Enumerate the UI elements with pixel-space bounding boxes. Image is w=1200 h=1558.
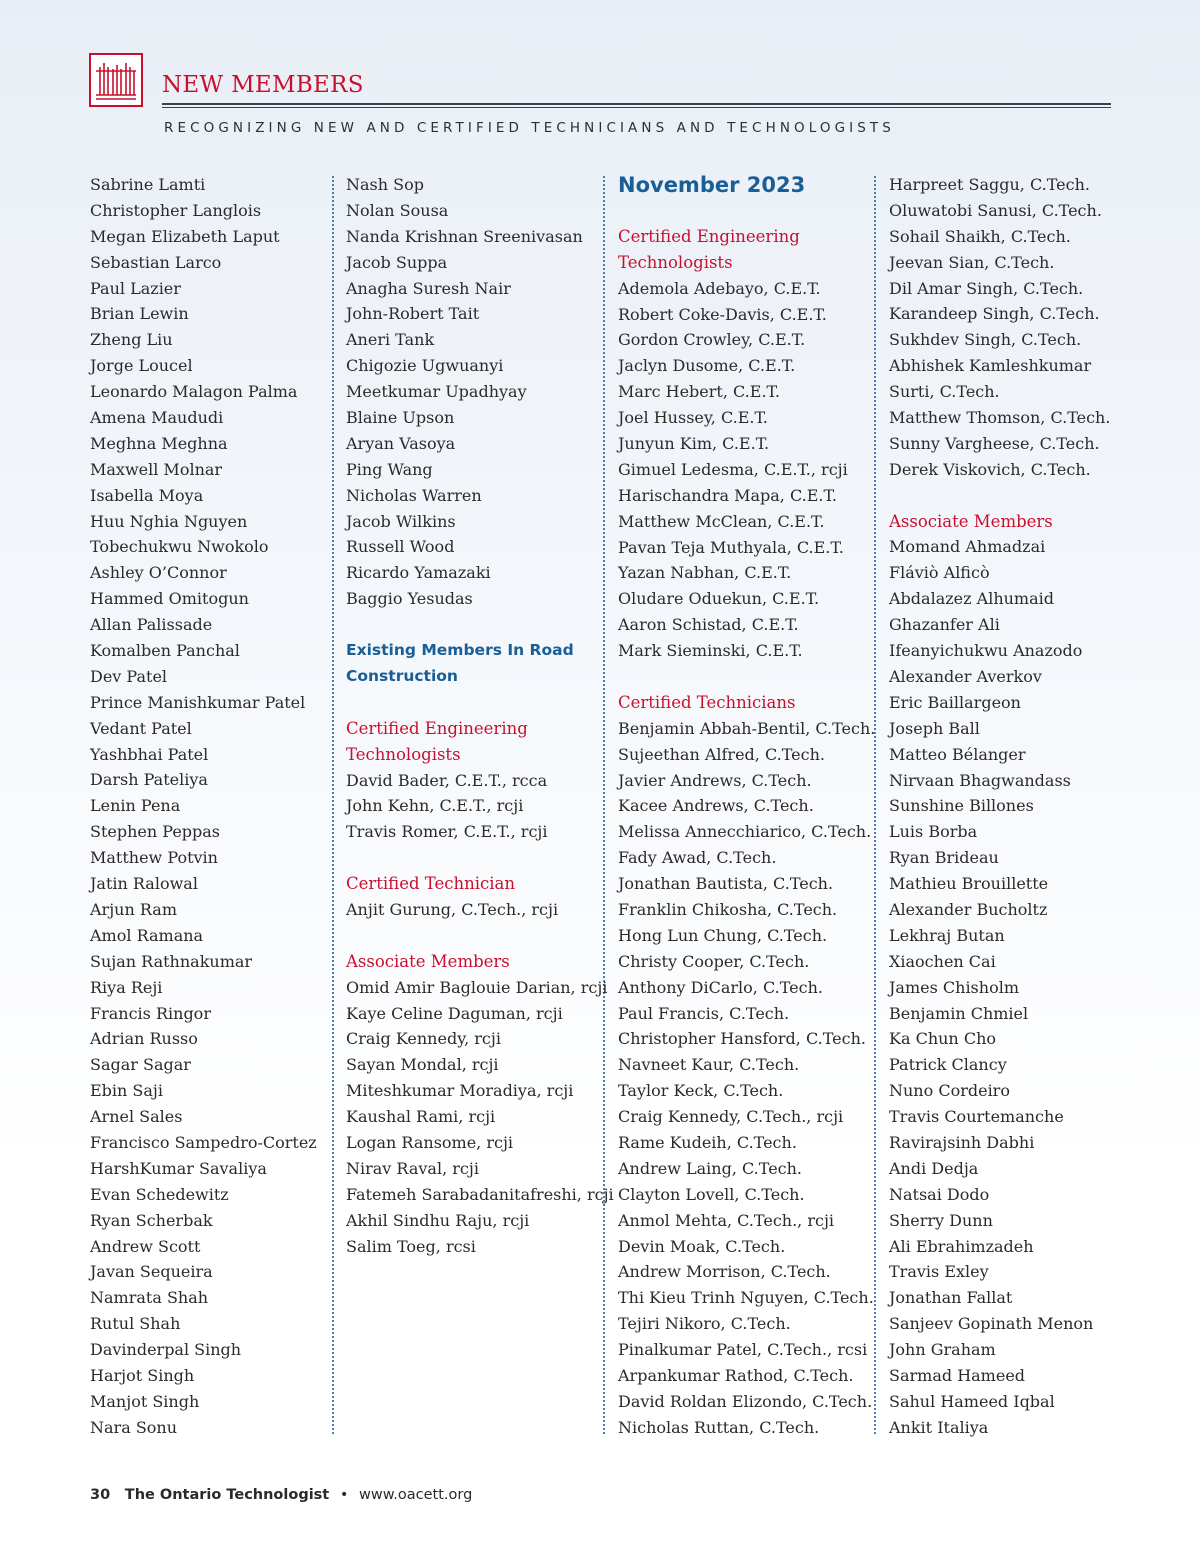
section-heading-line: Existing Members In Road	[346, 641, 574, 660]
member-name: Anagha Suresh Nair	[346, 278, 511, 298]
member-name: Ravirajsinh Dabhi	[889, 1132, 1035, 1152]
member-name: Russell Wood	[346, 537, 455, 557]
member-name: Craig Kennedy, rcji	[346, 1029, 501, 1049]
member-name: Dev Patel	[90, 666, 168, 686]
member-name: Oludare Oduekun, C.E.T.	[618, 589, 820, 609]
member-name: Mathieu Brouillette	[889, 874, 1049, 894]
member-name: Jonathan Fallat	[889, 1288, 1013, 1308]
member-name: Aneri Tank	[346, 330, 435, 350]
member-list	[90, 172, 330, 1441]
member-name: Francisco Sampedro-Cortez	[90, 1132, 317, 1152]
member-name: Stephen Peppas	[90, 822, 221, 842]
member-name: Derek Viskovich, C.Tech.	[889, 459, 1091, 479]
month-heading: November 2023	[618, 173, 806, 197]
member-name: John Kehn, C.E.T., rcji	[346, 796, 524, 816]
member-name: Ghazanfer Ali	[889, 615, 1000, 635]
member-name: Blaine Upson	[346, 408, 455, 428]
column-2	[346, 172, 614, 1260]
member-name: Fláviò Alficò	[889, 563, 990, 583]
member-name: Javan Sequeira	[90, 1262, 213, 1282]
member-name: Ebin Saji	[90, 1081, 164, 1101]
member-name: Allan Palissade	[90, 615, 213, 635]
member-name: Joel Hussey, C.E.T.	[618, 408, 768, 428]
member-name: Matthew McClean, C.E.T.	[618, 511, 825, 531]
member-name: Nicholas Ruttan, C.Tech.	[618, 1417, 820, 1437]
member-name: Nuno Cordeiro	[889, 1081, 1010, 1101]
member-name: Hong Lun Chung, C.Tech.	[618, 925, 828, 945]
member-name: Tejiri Nikoro, C.Tech.	[618, 1314, 791, 1334]
member-name: Chigozie Ugwuanyi	[346, 356, 504, 376]
member-name: Nash Sop	[346, 175, 424, 194]
member-name: Ali Ebrahimzadeh	[889, 1236, 1034, 1256]
member-name: Dil Amar Singh, C.Tech.	[889, 278, 1084, 298]
member-name: Matthew Thomson, C.Tech.	[889, 408, 1111, 428]
member-name: Sebastian Larco	[90, 252, 222, 272]
member-name: Andi Dedja	[889, 1158, 979, 1178]
member-name: Ryan Scherbak	[90, 1210, 213, 1230]
section-heading-ct: Certified Technician	[346, 874, 516, 894]
member-name: Franklin Chikosha, C.Tech.	[618, 900, 838, 919]
logo-mark-icon	[91, 55, 141, 105]
member-name: Travis Exley	[889, 1262, 989, 1282]
associate-list	[346, 975, 614, 1260]
member-name: Christopher Langlois	[90, 200, 262, 220]
member-name: Anmol Mehta, C.Tech., rcji	[618, 1210, 835, 1230]
member-name: Taylor Keck, C.Tech.	[618, 1081, 784, 1101]
header-rule-thick	[162, 103, 1111, 105]
ct-list	[346, 897, 604, 923]
member-name: Nirav Raval, rcji	[346, 1158, 479, 1178]
member-name: Amol Ramana	[90, 925, 204, 945]
section-heading-line: Technologists	[346, 744, 461, 764]
member-name: Leonardo Malagon Palma	[90, 382, 298, 402]
member-name: Sanjeev Gopinath Menon	[889, 1314, 1094, 1334]
member-name: Ryan Brideau	[889, 848, 999, 868]
page-subtitle: RECOGNIZING NEW AND CERTIFIED TECHNICIANS AND TECHNOLOGISTS	[164, 120, 895, 136]
member-name: Akhil Sindhu Raju, rcji	[346, 1210, 530, 1230]
member-name: Amena Maududi	[90, 408, 224, 428]
member-name: James Chisholm	[889, 977, 1019, 997]
member-name: Andrew Morrison, C.Tech.	[618, 1262, 831, 1282]
member-name: Sabrine Lamti	[90, 175, 206, 194]
member-name: Paul Francis, C.Tech.	[618, 1003, 790, 1023]
member-name: Meghna Meghna	[90, 433, 228, 453]
member-name: Jorge Loucel	[90, 356, 193, 376]
member-name: Zheng Liu	[90, 330, 173, 350]
page-title: NEW MEMBERS	[162, 72, 364, 98]
member-name: Ping Wang	[346, 459, 433, 479]
section-heading-cet	[618, 224, 876, 276]
member-name: Andrew Scott	[90, 1236, 201, 1256]
column-divider	[332, 176, 334, 1434]
associate-list	[889, 534, 1129, 1440]
member-name: Yashbhai Patel	[90, 744, 209, 764]
member-name: Robert Coke-Davis, C.E.T.	[618, 304, 827, 324]
member-name: Matteo Bélanger	[889, 744, 1026, 764]
member-name: Navneet Kaur, C.Tech.	[618, 1055, 800, 1075]
member-name: Sukhdev Singh, C.Tech.	[889, 330, 1082, 350]
member-name: Sujan Rathnakumar	[90, 951, 253, 971]
member-name: Darsh Pateliya	[90, 770, 208, 790]
member-name: Isabella Moya	[90, 485, 204, 505]
member-name: Eric Baillargeon	[889, 692, 1021, 712]
page-footer	[90, 1487, 472, 1503]
member-name: Thi Kieu Trinh Nguyen, C.Tech.	[618, 1288, 874, 1308]
member-name: Natsai Dodo	[889, 1184, 990, 1204]
member-name: Lenin Pena	[90, 796, 181, 816]
member-name: Hammed Omitogun	[90, 589, 249, 609]
website-link[interactable]: www.oacett.org	[359, 1487, 473, 1503]
member-name: Devin Moak, C.Tech.	[618, 1236, 786, 1256]
member-name: Javier Andrews, C.Tech.	[618, 770, 812, 790]
oacett-logo	[89, 53, 143, 107]
cet-list	[618, 276, 876, 664]
page-number: 30	[90, 1487, 111, 1503]
member-name: Miteshkumar Moradiya, rcji	[346, 1081, 574, 1101]
member-name: Davinderpal Singh	[90, 1340, 242, 1360]
section-heading-line: Certified Engineering	[346, 718, 528, 738]
member-name: Sherry Dunn	[889, 1210, 993, 1230]
cet-list	[346, 768, 604, 846]
member-name: David Roldan Elizondo, C.Tech.	[618, 1391, 873, 1411]
member-name: Luis Borba	[889, 822, 978, 842]
member-name: Evan Schedewitz	[90, 1184, 229, 1204]
member-name: Christy Cooper, C.Tech.	[618, 951, 810, 971]
member-name: Sahul Hameed Iqbal	[889, 1391, 1055, 1411]
member-name: Harjot Singh	[90, 1365, 195, 1385]
footer-separator: •	[339, 1487, 349, 1503]
member-name: Sujeethan Alfred, C.Tech.	[618, 744, 825, 764]
member-name: Harischandra Mapa, C.E.T.	[618, 485, 837, 505]
member-name: Alexander Bucholtz	[889, 899, 1048, 919]
member-name: Nirvaan Bhagwandass	[889, 770, 1071, 790]
column-3	[618, 172, 876, 1441]
member-name: Manjot Singh	[90, 1391, 200, 1411]
member-name: Sayan Mondal, rcji	[346, 1055, 499, 1075]
member-name: Oluwatobi Sanusi, C.Tech.	[889, 200, 1102, 220]
member-name: Anthony DiCarlo, C.Tech.	[618, 977, 823, 997]
member-name: Momand Ahmadzai	[889, 537, 1046, 557]
member-name: Sunshine Billones	[889, 796, 1034, 816]
ct-list	[618, 716, 876, 1441]
member-name: Benjamin Chmiel	[889, 1003, 1029, 1023]
member-name: Rame Kudeih, C.Tech.	[618, 1133, 797, 1153]
member-name: Nolan Sousa	[346, 200, 449, 220]
member-name: Gimuel Ledesma, C.E.T., rcji	[618, 459, 848, 479]
section-heading-cet	[346, 716, 604, 768]
member-name: Ashley O’Connor	[90, 563, 227, 583]
member-name: Ka Chun Cho	[889, 1029, 996, 1049]
member-name: Marc Hebert, C.E.T.	[618, 382, 780, 402]
member-name: Fatemeh Sarabadanitafreshi, rcji	[346, 1184, 614, 1204]
member-name: Nara Sonu	[90, 1417, 178, 1437]
member-name: Karandeep Singh, C.Tech.	[889, 304, 1100, 324]
member-name: Yazan Nabhan, C.E.T.	[618, 563, 792, 583]
member-name: Sagar Sagar	[90, 1055, 191, 1075]
member-name: Christopher Hansford, C.Tech.	[618, 1029, 866, 1049]
member-name: Meetkumar Upadhyay	[346, 382, 527, 402]
member-name: Tobechukwu Nwokolo	[90, 537, 269, 557]
member-name: Baggio Yesudas	[346, 589, 473, 609]
member-name: Abdalazez Alhumaid	[889, 589, 1054, 609]
member-name: Ankit Italiya	[889, 1417, 989, 1437]
member-name: Fady Awad, C.Tech.	[618, 848, 777, 868]
member-name: Patrick Clancy	[889, 1055, 1007, 1075]
member-name: Sunny Vargheese, C.Tech.	[889, 433, 1100, 453]
member-name: Lekhraj Butan	[889, 925, 1005, 945]
member-name: Joseph Ball	[889, 718, 980, 738]
member-name: Aryan Vasoya	[346, 433, 456, 453]
member-name: Clayton Lovell, C.Tech.	[618, 1184, 805, 1204]
member-name: Sohail Shaikh, C.Tech.	[889, 226, 1071, 246]
member-name: Kacee Andrews, C.Tech.	[618, 796, 814, 816]
member-name: Jaclyn Dusome, C.E.T.	[618, 356, 796, 376]
member-name: Matthew Potvin	[90, 848, 218, 868]
section-heading-associate: Associate Members	[346, 951, 510, 971]
member-name: Alexander Averkov	[889, 666, 1042, 686]
member-name: Abhishek Kamleshkumar	[889, 356, 1092, 376]
member-name: Harpreet Saggu, C.Tech.	[889, 175, 1090, 194]
member-name: Surti, C.Tech.	[889, 382, 1000, 402]
member-name: Andrew Laing, C.Tech.	[618, 1158, 803, 1178]
column-4	[889, 172, 1129, 1441]
member-name: Nicholas Warren	[346, 485, 482, 505]
member-name: Brian Lewin	[90, 304, 189, 324]
member-name: Jatin Ralowal	[90, 874, 198, 894]
member-name: HarshKumar Savaliya	[90, 1158, 267, 1178]
member-name: Kaushal Rami, rcji	[346, 1107, 496, 1127]
member-name: Paul Lazier	[90, 278, 181, 298]
section-heading-line: Certified Engineering	[618, 226, 800, 246]
member-name: Aaron Schistad, C.E.T.	[618, 615, 799, 635]
publication-name: The Ontario Technologist	[124, 1487, 330, 1503]
member-name: Omid Amir Baglouie Darian, rcji	[346, 977, 608, 997]
member-name: Huu Nghia Nguyen	[90, 511, 248, 531]
member-name: Pinalkumar Patel, C.Tech., rcsi	[618, 1340, 868, 1360]
member-name: Jeevan Sian, C.Tech.	[889, 252, 1055, 272]
member-name: Pavan Teja Muthyala, C.E.T.	[618, 537, 844, 557]
member-name: Vedant Patel	[90, 718, 192, 738]
header-rule-thin	[162, 107, 1111, 108]
column-1	[90, 172, 330, 1441]
member-name: Nanda Krishnan Sreenivasan	[346, 226, 583, 246]
member-list	[346, 172, 604, 612]
member-name: Prince Manishkumar Patel	[90, 692, 306, 712]
member-name: Craig Kennedy, C.Tech., rcji	[618, 1107, 844, 1127]
member-name: Junyun Kim, C.E.T.	[618, 433, 770, 453]
member-name: Ricardo Yamazaki	[346, 563, 491, 583]
member-name: Melissa Annecchiarico, C.Tech.	[618, 822, 872, 842]
member-name: John-Robert Tait	[346, 304, 480, 324]
section-heading-associate: Associate Members	[889, 511, 1053, 531]
member-name: Anjit Gurung, C.Tech., rcji	[346, 900, 559, 920]
member-name: Arnel Sales	[90, 1107, 183, 1127]
member-name: Jacob Wilkins	[346, 511, 456, 531]
member-name: Arpankumar Rathod, C.Tech.	[618, 1366, 854, 1386]
member-name: Ademola Adebayo, C.E.T.	[618, 278, 821, 298]
member-name: Travis Courtemanche	[889, 1107, 1064, 1127]
member-name: Ifeanyichukwu Anazodo	[889, 641, 1083, 661]
ct-list-continued	[889, 172, 1129, 483]
member-name: Kaye Celine Daguman, rcji	[346, 1003, 563, 1023]
member-name: Benjamin Abbah-Bentil, C.Tech.	[618, 718, 876, 738]
section-heading-line: Construction	[346, 666, 458, 685]
member-name: Rutul Shah	[90, 1314, 181, 1334]
member-name: Jonathan Bautista, C.Tech.	[618, 874, 834, 894]
member-name: Gordon Crowley, C.E.T.	[618, 330, 806, 350]
member-name: Adrian Russo	[90, 1029, 198, 1049]
member-name: Logan Ransome, rcji	[346, 1133, 514, 1153]
member-name: Riya Reji	[90, 977, 163, 997]
section-heading-road-construction	[346, 638, 604, 690]
section-heading-line: Technologists	[618, 252, 733, 272]
member-name: Francis Ringor	[90, 1003, 211, 1023]
member-name: Namrata Shah	[90, 1288, 209, 1308]
member-name: Komalben Panchal	[90, 641, 240, 661]
member-name: John Graham	[889, 1340, 996, 1360]
member-name: Salim Toeg, rcsi	[346, 1236, 476, 1256]
member-name: Maxwell Molnar	[90, 459, 223, 479]
member-name: Megan Elizabeth Laput	[90, 226, 280, 246]
member-name: Jacob Suppa	[346, 252, 448, 272]
member-name: David Bader, C.E.T., rcca	[346, 770, 548, 790]
member-name: Xiaochen Cai	[889, 951, 996, 971]
member-name: Travis Romer, C.E.T., rcji	[346, 822, 548, 842]
section-heading-ct: Certified Technicians	[618, 692, 796, 712]
member-name: Sarmad Hameed	[889, 1365, 1026, 1385]
member-name: Mark Sieminski, C.E.T.	[618, 641, 803, 661]
member-name: Arjun Ram	[90, 899, 177, 919]
